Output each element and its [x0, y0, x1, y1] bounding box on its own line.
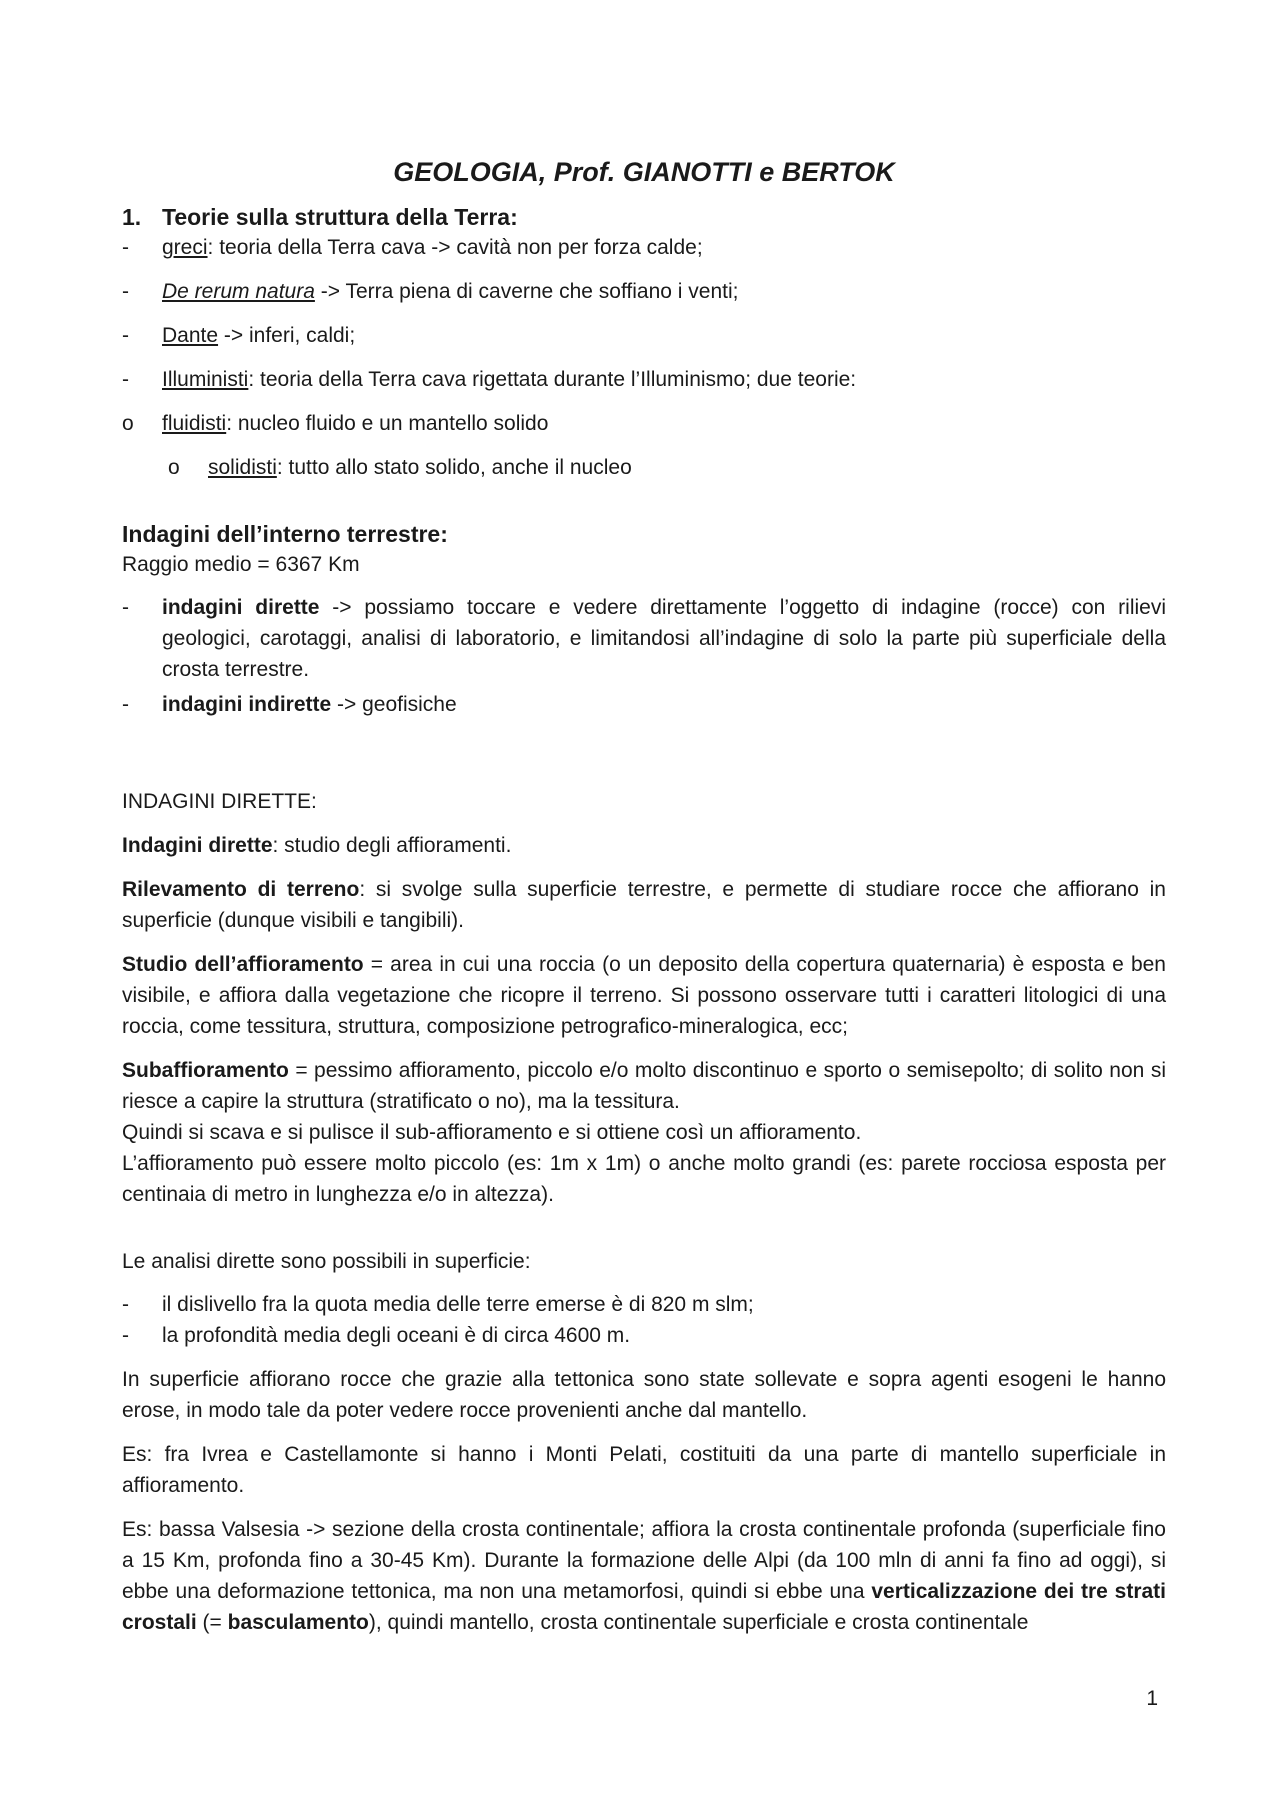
paragraph-term: Indagini dirette: [122, 834, 273, 857]
paragraph: [122, 1514, 1166, 1638]
paragraph: Le analisi dirette sono possibili in superficie:: [122, 1250, 531, 1273]
paragraph-text: ), quindi mantello, crosta continentale superficiale e crosta continentale: [368, 1611, 1029, 1634]
section-number: 1.: [122, 204, 142, 230]
bullet-dash: -: [122, 1293, 129, 1316]
list-text: : tutto allo stato solido, anche il nucleo: [276, 456, 632, 479]
bullet-circle: o: [122, 412, 134, 435]
list-item: [122, 320, 1166, 351]
paragraph: In superficie affiorano rocce che grazie alla tettonica sono state sollevate e sopra agenti esogeni le hanno erose, in modo tale da poter vedere rocce provenienti anche dal mantello.: [122, 1368, 1166, 1422]
paragraph-term: Rilevamento di terreno: [122, 878, 360, 901]
bullet-dash: -: [122, 280, 129, 303]
list-text: la profondità media degli oceani è di circa 4600 m.: [162, 1324, 631, 1347]
paragraph-text: Es: bassa Valsesia -> sezione della crosta continentale; affiora la crosta continentale profonda (superficiale fino a 15 Km, profonda fino a 30-45 Km). Durante la formazione delle Alpi (da 100 mln di anni fa fino ad oggi), si ebbe una deformazione tettonica, ma non una metamorfosi, quindi si ebbe una: [122, 1518, 1166, 1603]
list-text: -> inferi, caldi;: [218, 324, 356, 347]
bullet-dash: -: [122, 368, 129, 391]
paragraph: [122, 830, 1166, 861]
section-label: INDAGINI DIRETTE:: [122, 790, 317, 813]
list-term: De rerum natura: [162, 280, 315, 303]
paragraph: Es: fra Ivrea e Castellamonte si hanno i Monti Pelati, costituiti da una parte di mantello superficiale in affioramento.: [122, 1443, 1166, 1497]
paragraph: [122, 949, 1166, 1042]
bullet-dash: -: [122, 693, 129, 716]
list-text: -> geofisiche: [331, 693, 457, 716]
paragraph-line: L’affioramento può essere molto piccolo (es: 1m x 1m) o anche molto grandi (es: parete rocciosa esposta per centinaia di metro in lunghezza e/o in altezza).: [122, 1152, 1166, 1206]
list-item: [122, 1289, 1166, 1320]
section-2-heading: Indagini dell’interno terrestre:: [122, 521, 448, 547]
paragraph: [122, 1055, 1166, 1117]
list-text: -> Terra piena di caverne che soffiano i venti;: [314, 280, 739, 303]
paragraph-term: Studio dell’affioramento: [122, 953, 364, 976]
page-number: 1: [1146, 1687, 1158, 1710]
bullet-dash: -: [122, 596, 129, 619]
document-title: GEOLOGIA, Prof. GIANOTTI e BERTOK: [393, 157, 895, 187]
list-item: [122, 592, 1166, 685]
section-1-heading: [122, 202, 1166, 232]
list-term: indagini indirette: [162, 693, 332, 716]
bullet-dash: -: [122, 1324, 129, 1347]
raggio-medio: Raggio medio = 6367 Km: [122, 553, 360, 576]
list-item-sub: [122, 408, 1166, 439]
list-item: [122, 364, 1166, 395]
paragraph-text: (=: [196, 1611, 228, 1634]
list-term: Dante: [162, 324, 219, 347]
list-text: il dislivello fra la quota media delle terre emerse è di 820 m slm;: [162, 1293, 754, 1316]
list-item: [122, 689, 1166, 720]
paragraph-text: : studio degli affioramenti.: [272, 834, 512, 857]
paragraph-emphasis: basculamento: [227, 1611, 369, 1634]
paragraph-text: : si svolge sulla superficie terrestre, e permette di studiare rocce che affiorano in superficie (dunque visibili e tangibili).: [122, 878, 1166, 932]
page-content: [122, 152, 1166, 1638]
list-term: greci: [162, 236, 208, 259]
paragraph: [122, 874, 1166, 936]
list-item: [122, 276, 1166, 307]
bullet-dash: -: [122, 324, 129, 347]
list-item-sub: [122, 452, 1166, 483]
list-text: : nucleo fluido e un mantello solido: [226, 412, 549, 435]
list-text: : teoria della Terra cava rigettata durante l’Illuminismo; due teorie:: [248, 368, 857, 391]
bullet-circle: o: [168, 456, 180, 479]
paragraph-text: = area in cui una roccia (o un deposito della copertura quaternaria) è esposta e ben visibile, e affiora dalla vegetazione che ricopre il terreno. Si possono osservare tutti i caratteri litologici di una roccia, come tessitura, struttura, composizione petrografico-mineralogica, ecc;: [122, 953, 1166, 1038]
paragraph-emphasis: verticalizzazione dei tre strati crostali: [122, 1580, 1167, 1634]
paragraph-text: = pessimo affioramento, piccolo e/o molto discontinuo e sporto o semisepolto; di solito non si riesce a capire la struttura (stratificato o no), ma la tessitura.: [122, 1059, 1166, 1113]
list-term: indagini dirette: [162, 596, 320, 619]
list-item: [122, 232, 1166, 263]
list-text: : teoria della Terra cava -> cavità non per forza calde;: [207, 236, 703, 259]
list-term: fluidisti: [162, 412, 227, 435]
list-term: Illuministi: [162, 368, 249, 391]
paragraph-line: Quindi si scava e si pulisce il sub-affioramento e si ottiene così un affioramento.: [122, 1121, 862, 1144]
list-text: -> possiamo toccare e vedere direttamente l’oggetto di indagine (rocce) con rilievi geologici, carotaggi, analisi di laboratorio, e limitandosi all’indagine di solo la parte più superficiale della crosta terrestre.: [162, 596, 1166, 681]
paragraph-term: Subaffioramento: [122, 1059, 289, 1082]
list-item: [122, 1320, 1166, 1351]
section-title: Teorie sulla struttura della Terra:: [162, 204, 518, 230]
list-term: solidisti: [208, 456, 277, 479]
bullet-dash: -: [122, 236, 129, 259]
